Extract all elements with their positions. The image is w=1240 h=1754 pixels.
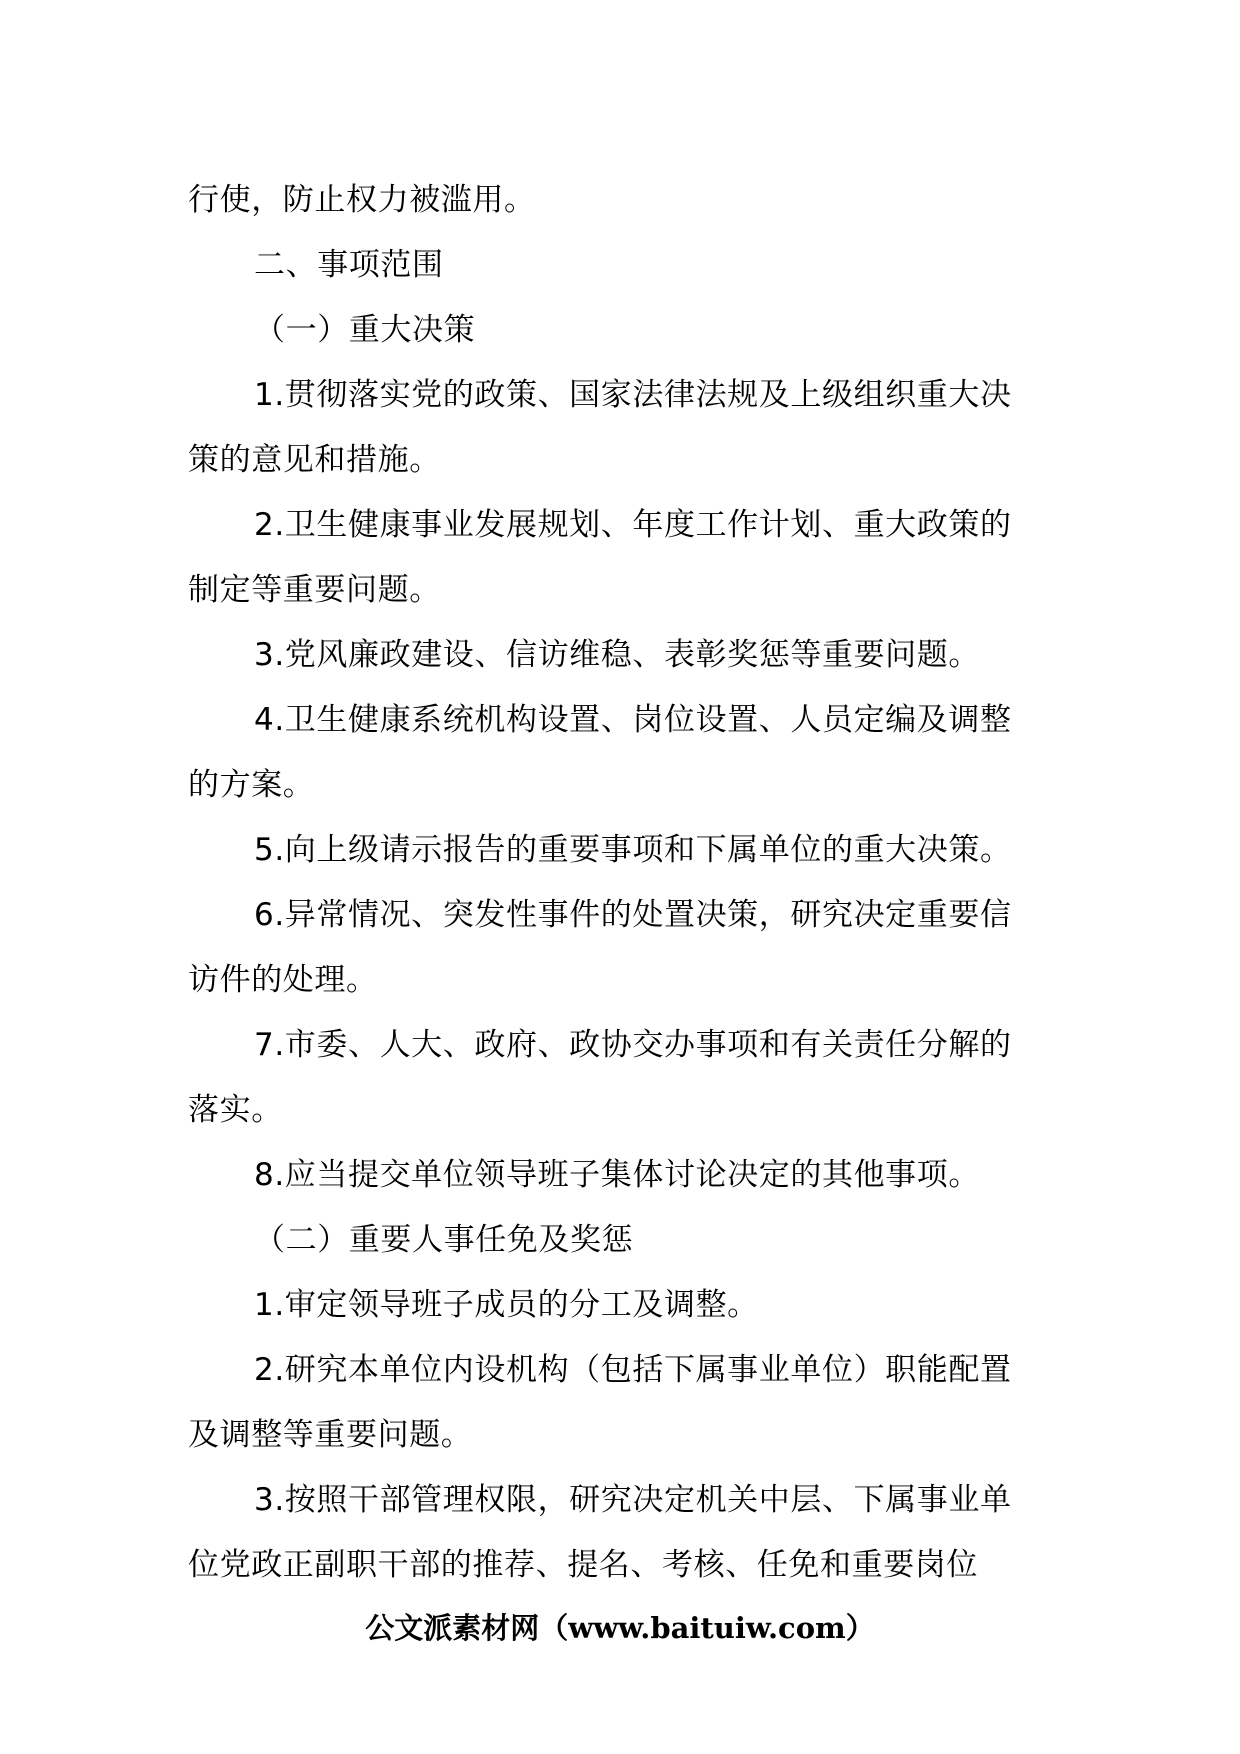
text-line: 策的意见和措施。 xyxy=(188,442,441,478)
text-line: 5.向上级请示报告的重要事项和下属单位的重大决策。 xyxy=(254,832,1012,868)
document-body xyxy=(188,168,1058,1598)
text-line: 行使，防止权力被滥用。 xyxy=(188,182,536,218)
text-line: 8.应当提交单位领导班子集体讨论决定的其他事项。 xyxy=(254,1157,980,1193)
text-line: 1.审定领导班子成员的分工及调整。 xyxy=(254,1287,759,1323)
text-line: 1.贯彻落实党的政策、国家法律法规及上级组织重大决 xyxy=(254,377,1012,413)
text-line: 4.卫生健康系统机构设置、岗位设置、人员定编及调整 xyxy=(254,702,1012,738)
text-line: 落实。 xyxy=(188,1092,283,1128)
subsection-heading: （一）重大决策 xyxy=(254,312,476,348)
text-line: 2.研究本单位内设机构（包括下属事业单位）职能配置 xyxy=(254,1352,1012,1388)
section-heading: 二、事项范围 xyxy=(254,247,444,283)
text-line: 6.异常情况、突发性事件的处置决策，研究决定重要信 xyxy=(254,897,1012,933)
text-line: 3.按照干部管理权限，研究决定机关中层、下属事业单 xyxy=(254,1482,1012,1518)
text-line: 访件的处理。 xyxy=(188,962,378,998)
text-line: 的方案。 xyxy=(188,767,315,803)
text-line: 2.卫生健康事业发展规划、年度工作计划、重大政策的 xyxy=(254,507,1012,543)
text-line: 制定等重要问题。 xyxy=(188,572,441,608)
text-line: 位党政正副职干部的推荐、提名、考核、任免和重要岗位 xyxy=(188,1547,978,1583)
text-line: 7.市委、人大、政府、政协交办事项和有关责任分解的 xyxy=(254,1027,1012,1063)
subsection-heading: （二）重要人事任免及奖惩 xyxy=(254,1222,634,1258)
text-line: 3.党风廉政建设、信访维稳、表彰奖惩等重要问题。 xyxy=(254,637,980,673)
text-line: 及调整等重要问题。 xyxy=(188,1417,473,1453)
page-footer-watermark: 公文派素材网（www.baituiw.com） xyxy=(365,1611,875,1645)
